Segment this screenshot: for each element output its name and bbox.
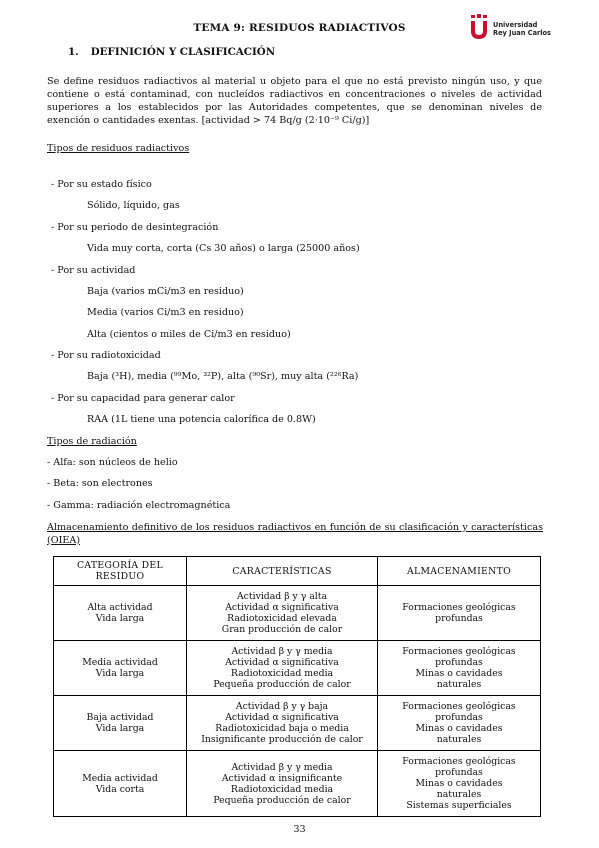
section-heading (68, 46, 275, 58)
characteristics-cell (187, 641, 378, 696)
cell-line: profundas (435, 712, 483, 723)
university-logo (468, 14, 558, 42)
cell-line: Radiotoxicidad media (230, 783, 334, 795)
type-group-item: Sólido, líquido, gas (87, 200, 180, 211)
characteristics-cell (187, 586, 378, 641)
type-group-item: RAA (1L tiene una potencia calorífica de 0.8W) (87, 414, 316, 425)
cell-line: Formaciones geológicas (402, 756, 516, 767)
university-name-line: Universidad (493, 21, 538, 29)
cell-line: Media actividad (82, 657, 158, 668)
storage-cell (378, 586, 541, 641)
cell-line: Pequeña producción de calor (213, 794, 351, 806)
cell-line: Sistemas superficiales (406, 800, 512, 811)
university-name-line: Rey Juan Carlos (493, 28, 551, 37)
page-number: 33 (293, 824, 306, 835)
cell-line: Radiotoxicidad baja o media (215, 723, 349, 734)
cell-line: Actividad α significativa (225, 602, 339, 613)
cell-line: profundas (435, 767, 483, 778)
cell-line: Insignificante producción de calor (201, 734, 363, 745)
characteristics-cell (187, 696, 378, 751)
category-cell (54, 586, 187, 641)
cell-line: Actividad β y γ alta (236, 591, 328, 602)
type-group-label: - Por su periodo de desintegración (51, 222, 219, 233)
cell-line: Vida corta (95, 783, 145, 795)
cell-line: Radiotoxicidad media (230, 668, 334, 679)
storage-cell (378, 751, 541, 817)
section-number: 1. (68, 46, 79, 58)
document-title: TEMA 9: RESIDUOS RADIACTIVOS (193, 22, 406, 34)
table-caption: Almacenamiento definitivo de los residuos radiactivos en función de su clasificación y características (OIEA) (47, 522, 543, 546)
cell-line: Minas o cavidades (415, 723, 503, 734)
type-group-item: Media (varios Ci/m3 en residuo) (87, 307, 244, 318)
types-heading: Tipos de residuos radiactivos (47, 143, 190, 154)
type-group-label: - Por su actividad (51, 265, 136, 276)
cell-line: Radiotoxicidad elevada (227, 613, 337, 624)
characteristics-cell (187, 751, 378, 817)
cell-line: Formaciones geológicas (402, 646, 516, 657)
table-row (54, 586, 541, 641)
type-group-item: Vida muy corta, corta (Cs 30 años) o larga (25000 años) (87, 243, 360, 254)
table-row (54, 751, 541, 817)
cell-line: Actividad β y γ media (231, 761, 333, 773)
radiation-heading: Tipos de radiación (47, 436, 137, 447)
cell-line: Pequeña producción de calor (213, 679, 351, 690)
radiation-item: - Beta: son electrones (47, 478, 153, 489)
cell-line: Vida larga (95, 723, 145, 734)
type-group-label: - Por su capacidad para generar calor (51, 393, 235, 404)
storage-cell (378, 696, 541, 751)
table-row (54, 641, 541, 696)
radiation-item: - Gamma: radiación electromagnética (47, 500, 231, 511)
intro-paragraph: Se define residuos radiactivos al material u objeto para el que no está previsto ningún uso, y que contiene o está contaminad, con nucleídos radiactivos en concentraciones o niveles de actividad superiores a los establecidos por las Autoridades competentes, que se denominan niveles de exención o cantidades exentas. [actividad > 74 Bq/g (2·10⁻⁹ Ci/g)] (47, 76, 542, 126)
cell-line: naturales (436, 789, 482, 800)
cell-line: Actividad α significativa (225, 712, 339, 723)
category-cell (54, 751, 187, 817)
cell-line: Formaciones geológicas (402, 602, 516, 613)
cell-line: Actividad β y γ baja (235, 701, 329, 712)
cell-line: profundas (435, 613, 483, 624)
type-group-item: Baja (³H), media (⁹⁹Mo, ³²P), alta (⁹⁰Sr), muy alta (²²⁶Ra) (87, 371, 359, 382)
cell-line: Actividad α insignificante (221, 772, 343, 784)
cell-line: Formaciones geológicas (402, 701, 516, 712)
column-header: CATEGORÍA DEL RESIDUO (54, 557, 187, 586)
category-cell (54, 641, 187, 696)
type-group-label: - Por su radiotoxicidad (51, 350, 161, 361)
type-group-item: Alta (cientos o miles de Ci/m3 en residuo) (87, 329, 291, 340)
column-header: CARACTERÍSTICAS (187, 557, 378, 586)
university-name (493, 22, 551, 37)
cell-line: Baja actividad (86, 712, 154, 723)
type-group-label: - Por su estado físico (51, 179, 152, 190)
cell-line: naturales (436, 679, 482, 690)
university-logo-icon (468, 14, 490, 40)
cell-line: naturales (436, 734, 482, 745)
table-row (54, 696, 541, 751)
storage-cell (378, 641, 541, 696)
cell-line: Minas o cavidades (415, 778, 503, 789)
column-header: ALMACENAMIENTO (378, 557, 541, 586)
cell-line: Vida larga (95, 613, 145, 624)
cell-line: Alta actividad (87, 602, 153, 613)
cell-line: Media actividad (82, 772, 158, 784)
storage-table (53, 556, 541, 817)
cell-line: Actividad α significativa (225, 657, 339, 668)
cell-line: Minas o cavidades (415, 668, 503, 679)
category-cell (54, 696, 187, 751)
type-group-item: Baja (varios mCi/m3 en residuo) (87, 286, 244, 297)
radiation-item: - Alfa: son núcleos de helio (47, 457, 178, 468)
cell-line: profundas (435, 657, 483, 668)
section-title: DEFINICIÓN Y CLASIFICACIÓN (90, 46, 276, 58)
cell-line: Gran producción de calor (221, 624, 343, 635)
cell-line: Vida larga (95, 668, 145, 679)
table-header-row (54, 557, 541, 586)
cell-line: Actividad β y γ media (231, 646, 333, 657)
